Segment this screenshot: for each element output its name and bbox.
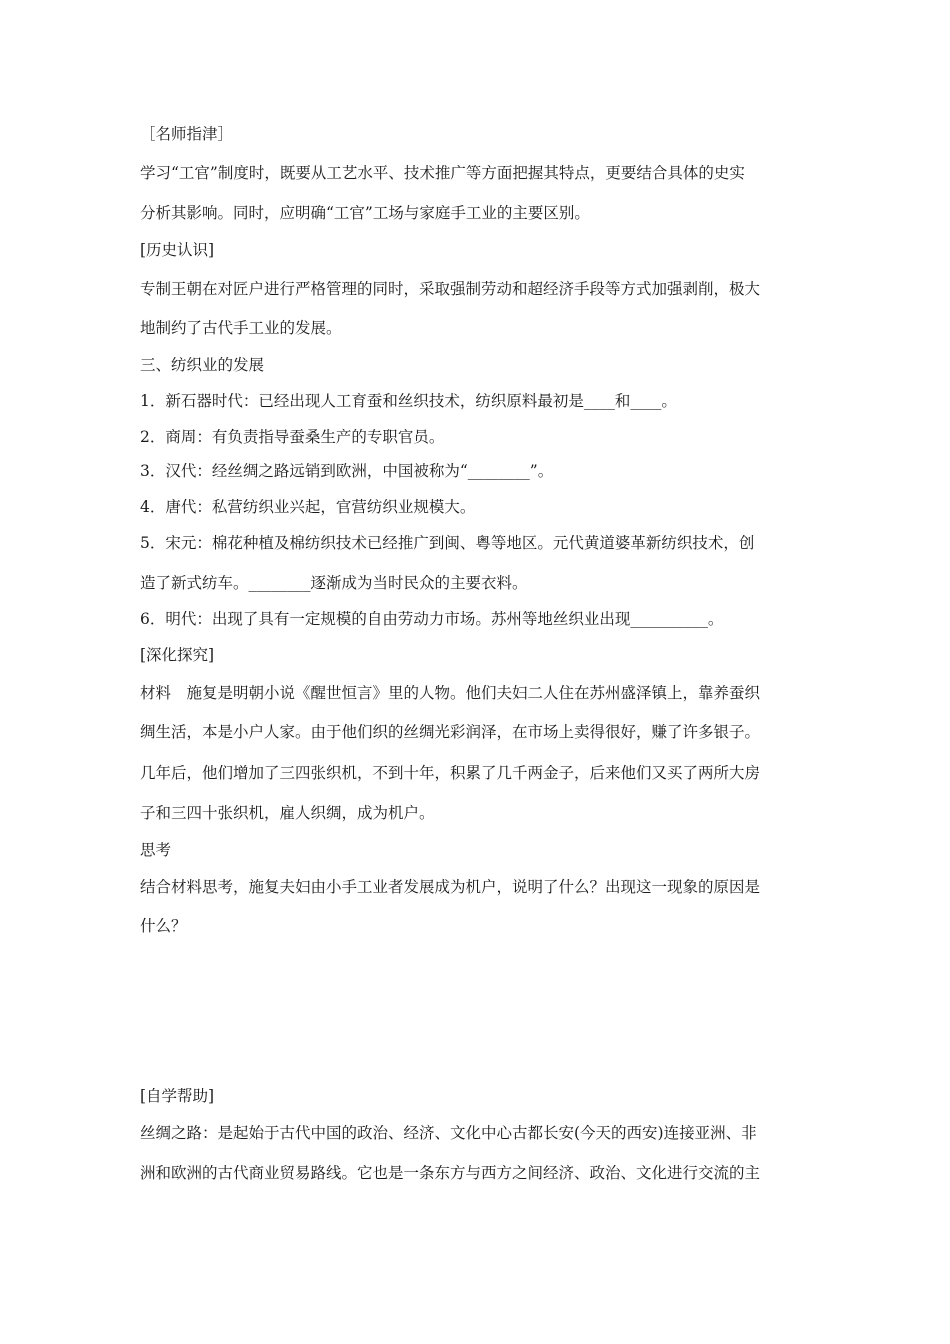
textile-item: 2．商周：有负责指导蚕桑生产的专职官员。 — [140, 428, 445, 446]
material-text-line: 材料 施复是明朝小说《醒世恒言》里的人物。他们夫妇二人住在苏州盛泽镇上，靠养蚕织 — [140, 684, 761, 702]
material-text-line: 几年后，他们增加了三四张织机，不到十年，积累了几千两金子，后来他们又买了两所大房 — [140, 764, 761, 782]
teacher-guide-heading: ［名师指津］ — [140, 125, 234, 143]
self-study-text-line: 洲和欧洲的古代商业贸易路线。它也是一条东方与西方之间经济、政治、文化进行交流的主 — [140, 1164, 761, 1182]
history-view-heading: [历史认识] — [140, 241, 215, 259]
textile-section-heading: 三、纺织业的发展 — [140, 356, 265, 374]
textile-item: 1．新石器时代：已经出现人工育蚕和丝织技术，纺织原料最初是____和____。 — [140, 392, 677, 410]
textile-item: 6．明代：出现了具有一定规模的自由劳动力市场。苏州等地丝织业出现__________。 — [140, 610, 724, 628]
teacher-guide-text-line: 学习“工官”制度时，既要从工艺水平、技术推广等方面把握其特点，更要结合具体的史实 — [140, 164, 745, 182]
question-text-line: 什么？ — [140, 917, 187, 935]
think-label: 思考 — [140, 841, 172, 859]
textile-item: 3．汉代：经丝绸之路远销到欧洲，中国被称为“________”。 — [140, 462, 554, 480]
self-study-text-line: 丝绸之路：是起始于古代中国的政治、经济、文化中心古都长安(今天的西安)连接亚洲、非 — [140, 1124, 757, 1142]
question-text-line: 结合材料思考，施复夫妇由小手工业者发展成为机户，说明了什么？出现这一现象的原因是 — [140, 878, 761, 896]
deep-inquiry-heading: [深化探究] — [140, 646, 215, 664]
teacher-guide-text-line: 分析其影响。同时，应明确“工官”工场与家庭手工业的主要区别。 — [140, 204, 590, 222]
history-view-text-line: 地制约了古代手工业的发展。 — [140, 319, 342, 337]
textile-item: 5．宋元：棉花种植及棉纺织技术已经推广到闽、粤等地区。元代黄道婆革新纺织技术，创 — [140, 534, 755, 552]
material-text-line: 绸生活，本是小户人家。由于他们织的丝绸光彩润泽，在市场上卖得很好，赚了许多银子。 — [140, 723, 761, 741]
history-view-text-line: 专制王朝在对匠户进行严格管理的同时，采取强制劳动和超经济手段等方式加强剥削，极大 — [140, 280, 761, 298]
textile-item: 造了新式纺车。________逐渐成为当时民众的主要衣料。 — [140, 574, 528, 592]
self-study-heading: [自学帮助] — [140, 1087, 215, 1105]
textile-item: 4．唐代：私营纺织业兴起，官营纺织业规模大。 — [140, 498, 476, 516]
material-text-line: 子和三四十张织机，雇人织绸，成为机户。 — [140, 804, 435, 822]
